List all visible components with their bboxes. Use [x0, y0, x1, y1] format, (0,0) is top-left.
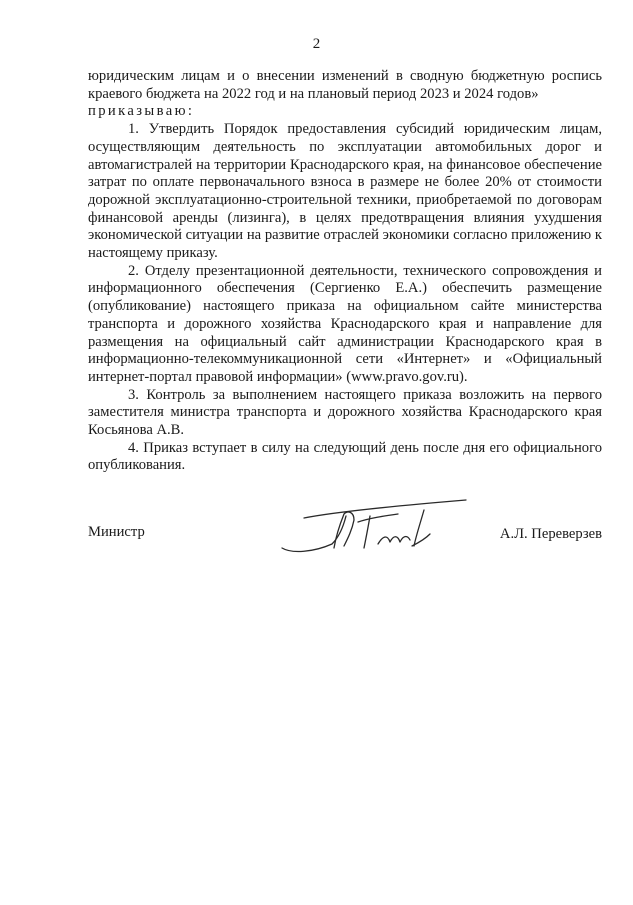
- page-number: 2: [312, 36, 321, 52]
- paragraph-item-1: 1. Утвердить Порядок предоставления субсидий юридическим лицам, осуществляющим деятельность по эксплуатации автомобильных дорог и автомагистралей на территории Краснодарского края, на финансовое обеспечение затрат по оплате первоначального взноса в размере не более 20% от стоимости дорожной эксплуатационно-строительной техники, приобретаемой по договорам финансовой аренды (лизинга), в целях предотвращения влияния ухудшения экономической ситуации на развитие отраслей экономики согласно приложению к настоящему приказу.: [88, 121, 602, 262]
- paragraph-order-word: приказываю:: [88, 103, 195, 120]
- signatory-title: Министр: [88, 524, 145, 540]
- document-body: [88, 68, 602, 475]
- paragraph-item-4: 4. Приказ вступает в силу на следующий день после дня его официального опубликования.: [88, 439, 602, 474]
- handwritten-signature: [274, 496, 474, 558]
- signature-block: [88, 496, 602, 566]
- paragraph-continuation: юридическим лицам и о внесении изменений в сводную бюджетную роспись краевого бюджета на 2022 год и на плановый период 2023 и 2024 годов»: [88, 68, 602, 102]
- signatory-name: А.Л. Переверзев: [499, 526, 602, 542]
- paragraph-item-3: 3. Контроль за выполнением настоящего приказа возложить на первого заместителя министра транспорта и дорожного хозяйства Краснодарского края Косьянова А.В.: [88, 386, 602, 439]
- paragraph-item-2: 2. Отделу презентационной деятельности, технического сопровождения и информационного обеспечения (Сергиенко Е.А.) обеспечить размещение (опубликование) настоящего приказа на официальном сайте министерства транспорта и дорожного хозяйства Краснодарского края и направление для размещения на официальный сайт администрации Краснодарского края в информационно-телекоммуникационной сети «Интернет» и «Официальный интернет-портал правовой информации» (www.pravo.gov.ru).: [88, 262, 602, 385]
